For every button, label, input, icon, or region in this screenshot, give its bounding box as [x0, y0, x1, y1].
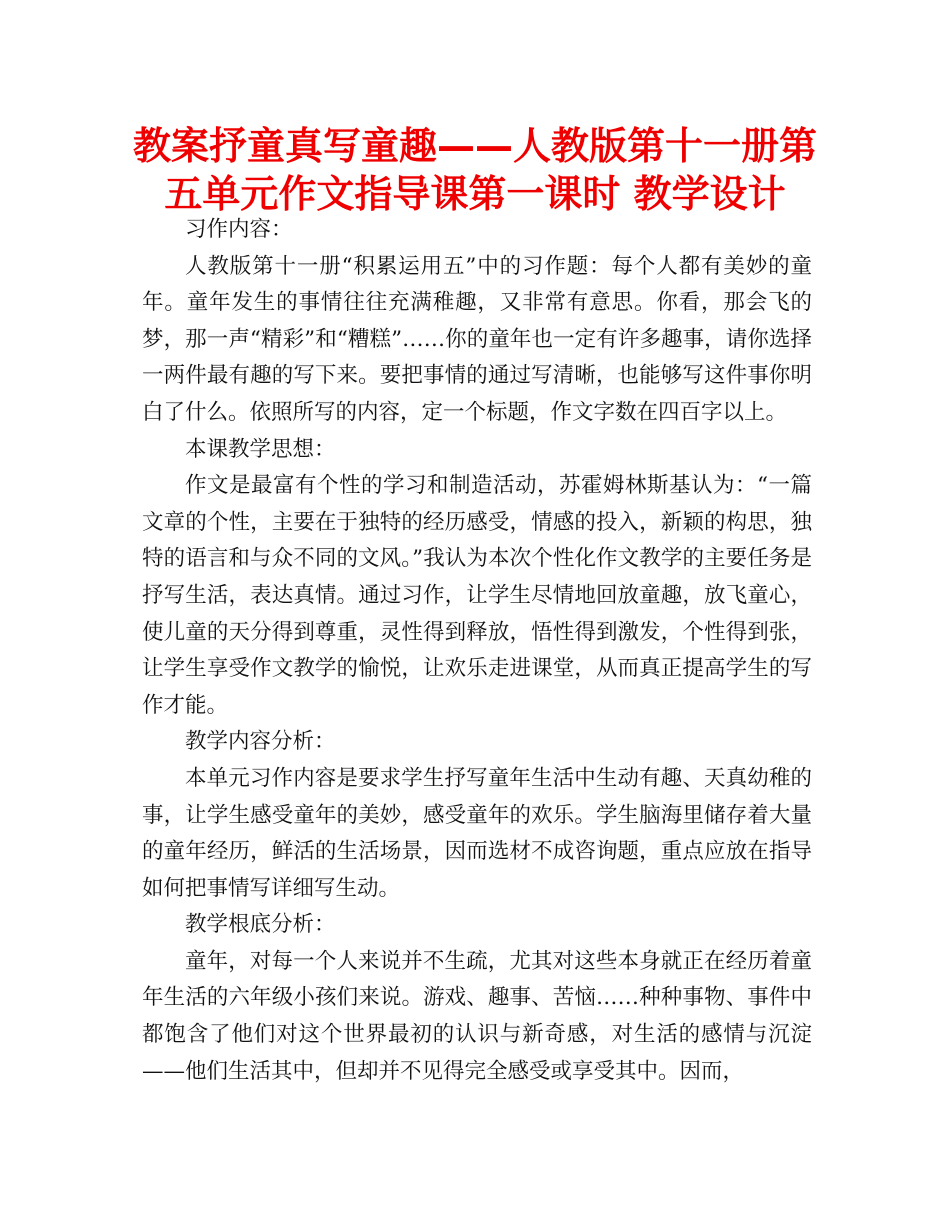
section-heading-content: 习作内容：	[185, 217, 293, 242]
section-heading-basis-analysis: 教学根底分析：	[185, 912, 336, 938]
paragraph-teaching-idea: 作文是最富有个性的学习和制造活动，苏霍姆林斯基认为：“一篇文章的个性，主要在于独特的经历感受，情感的投入，新颖的构思，独特的语言和与众不同的文风。”我认为本次个性化作文教学的主要任务是抒写生活，表达真情。通过习作，让学生尽情地回放童趣，放飞童心，使儿童的天分得到尊重，灵性得到释放，悟性得到激发，个性得到张，让学生享受作文教学的愉悦，让欢乐走进课堂，从而真正提高学生的写作才能。	[142, 473, 812, 718]
document-title: 教案抒童真写童趣——人教版第十一册第五单元作文指导课第一课时 教学设计	[132, 124, 817, 216]
paragraph-content-analysis: 本单元习作内容是要求学生抒写童年生活中生动有趣、天真幼稚的事，让学生感受童年的美妙，感受童年的欢乐。学生脑海里储存着大量的童年经历，鲜活的生活场景，因而选材不成咨询题，重点应放在指导如何把事情写详细写生动。	[142, 765, 812, 901]
section-heading-teaching-idea: 本课教学思想：	[185, 436, 336, 462]
section-heading-content-analysis: 教学内容分析：	[185, 729, 336, 755]
paragraph-content: 人教版第十一册“积累运用五”中的习作题：每个人都有美妙的童年。童年发生的事情往往充满稚趣，又非常有意思。你看，那会飞的梦，那一声“精彩”和“糟糕”……你的童年也一定有许多趣事，请你选择一两件最有趣的写下来。要把事情的通过写清晰，也能够写这件事你明白了什么。依照所写的内容，定一个标题，作文字数在四百字以上。	[142, 253, 812, 425]
paragraph-basis-analysis: 童年，对每一个人来说并不生疏，尤其对这些本身就正在经历着童年生活的六年级小孩们来说。游戏、趣事、苦恼……种种事物、事件中都饱含了他们对这个世界最初的认识与新奇感，对生活的感情与沉淀——他们生活其中，但却并不见得完全感受或享受其中。因而，	[142, 948, 812, 1084]
document-body	[142, 212, 812, 1090]
